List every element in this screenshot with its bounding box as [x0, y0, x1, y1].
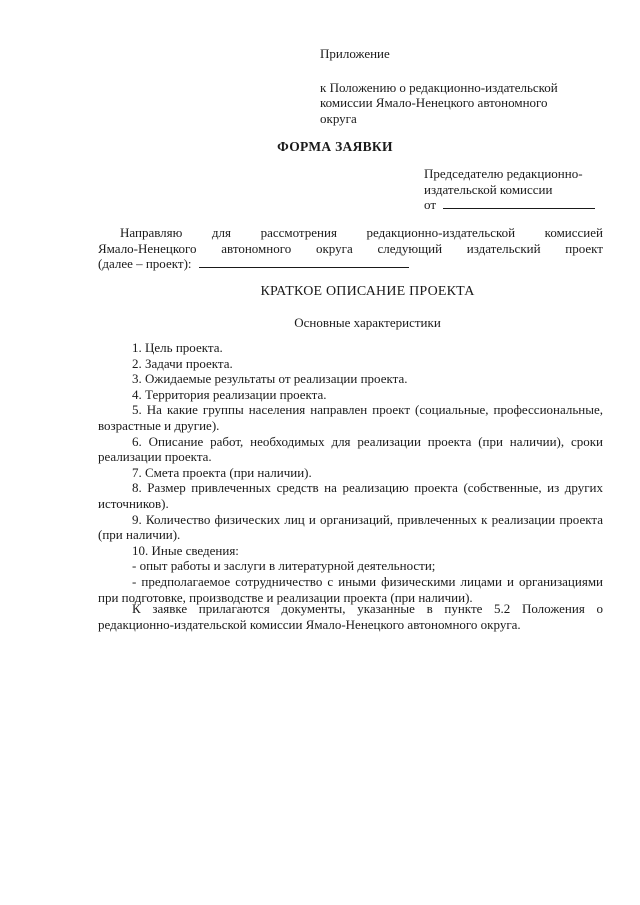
list-item: 7. Смета проекта (при наличии). [132, 464, 312, 480]
list-item: 8. Размер привлеченных средств на реализацию проекта (собственные, из других источников). [98, 480, 603, 511]
addressee-line-1: Председателю редакционно- [424, 166, 583, 181]
intro-line-1: Направляю для рассмотрения редакционно-издательской комиссией [120, 225, 603, 240]
closing-paragraph: К заявке прилагаются документы, указанные в пункте 5.2 Положения о редакционно-издательской комиссии Ямало-Ненецкого автономного округа. [98, 601, 603, 632]
appendix-header [320, 46, 610, 126]
appendix-reference-line-1: к Положению о редакционно-издательской [320, 79, 558, 95]
section-subtitle: Основные характеристики [294, 315, 441, 330]
appendix-title: Приложение [320, 46, 390, 61]
list-item: 1. Цель проекта. [132, 340, 223, 355]
addressee-from-label: от [424, 197, 437, 213]
list-item: 2. Задачи проекта. [132, 355, 233, 371]
addressee-line-2: издательской комиссии [424, 181, 553, 197]
section-title: КРАТКОЕ ОПИСАНИЕ ПРОЕКТА [260, 284, 475, 299]
intro-paragraph [98, 225, 603, 272]
list-item: 5. На какие группы населения направлен проект (социальные, профессиональные, возрастные и другие). [98, 402, 603, 433]
list-item: - предполагаемое сотрудничество с иными физическими лицами и организациями при подготовке, производстве и реализации проекта (при наличии). [98, 573, 603, 605]
addressee-from-line [424, 197, 614, 213]
form-title: ФОРМА ЗАЯВКИ [277, 139, 393, 154]
intro-line-2: Ямало-Ненецкого автономного округа следующий издательский проект [98, 240, 603, 256]
appendix-reference-line-2: комиссии Ямало-Ненецкого автономного [320, 95, 548, 111]
characteristics-list [98, 340, 603, 605]
list-item: 6. Описание работ, необходимых для реализации проекта (при наличии), сроки реализации проекта. [98, 433, 603, 465]
project-name-blank[interactable] [199, 256, 409, 268]
list-item: 9. Количество физических лиц и организаций, привлеченных к реализации проекта (при наличии). [98, 511, 603, 543]
applicant-name-blank[interactable] [443, 197, 595, 209]
intro-line-3 [98, 256, 603, 272]
addressee-block [424, 166, 614, 213]
list-item: - опыт работы и заслуги в литературной деятельности; [132, 558, 436, 574]
list-item: 3. Ожидаемые результаты от реализации проекта. [132, 371, 408, 387]
list-item: 4. Территория реализации проекта. [132, 386, 327, 402]
intro-project-label: (далее – проект): [98, 256, 192, 272]
appendix-reference-line-3: округа [320, 110, 357, 126]
list-item: 10. Иные сведения: [132, 542, 239, 558]
